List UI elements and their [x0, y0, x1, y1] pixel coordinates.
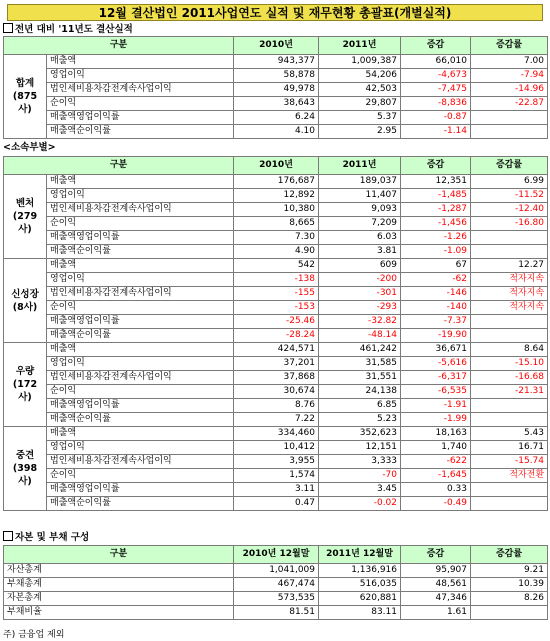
value-diff: -1,485	[401, 189, 471, 203]
value-v2010: 38,643	[234, 97, 319, 111]
value-v2010: 334,460	[234, 427, 319, 441]
item-label: 자산총계	[4, 564, 234, 578]
table-row	[4, 231, 548, 245]
value-diff: 36,671	[401, 343, 471, 357]
value-v2011: 11,407	[319, 189, 401, 203]
table-row	[4, 315, 548, 329]
value-diff: 48,561	[401, 578, 471, 592]
value-v2011: 3.45	[319, 483, 401, 497]
value-diff: -1.26	[401, 231, 471, 245]
table-row	[4, 578, 548, 592]
value-v2011: 189,037	[319, 175, 401, 189]
value-rate: -22.87	[471, 97, 548, 111]
checkbox-square-icon	[3, 531, 13, 541]
value-v2010: 1,041,009	[234, 564, 319, 578]
value-v2011: 352,623	[319, 427, 401, 441]
value-rate: -7.94	[471, 69, 548, 83]
table-row	[4, 69, 548, 83]
value-diff: -1,456	[401, 217, 471, 231]
value-diff: -1.09	[401, 245, 471, 259]
total-results-table	[3, 36, 548, 139]
value-rate: -15.10	[471, 357, 548, 371]
item-label: 매출액영업이익률	[47, 483, 234, 497]
value-v2010: 12,892	[234, 189, 319, 203]
header-2011: 2011년	[319, 157, 401, 175]
value-rate: 9.21	[471, 564, 548, 578]
value-rate	[471, 245, 548, 259]
item-label: 영업이익	[47, 441, 234, 455]
value-v2011: -200	[319, 273, 401, 287]
value-diff: -622	[401, 455, 471, 469]
value-diff: -1.91	[401, 399, 471, 413]
table-row	[4, 97, 548, 111]
value-v2011: 12,151	[319, 441, 401, 455]
value-v2010: 10,380	[234, 203, 319, 217]
value-rate	[471, 125, 548, 139]
value-rate	[471, 111, 548, 125]
value-v2010: 424,571	[234, 343, 319, 357]
value-rate: 12.27	[471, 259, 548, 273]
value-v2011: 6.85	[319, 399, 401, 413]
item-label: 매출액순이익률	[47, 497, 234, 511]
item-label: 매출액	[47, 55, 234, 69]
value-rate: 16.71	[471, 441, 548, 455]
value-diff: -0.87	[401, 111, 471, 125]
item-label: 영업이익	[47, 357, 234, 371]
value-rate: -16.68	[471, 371, 548, 385]
value-rate: 적자지속	[471, 273, 548, 287]
value-rate	[471, 606, 548, 620]
value-v2011: 609	[319, 259, 401, 273]
value-v2011: 24,138	[319, 385, 401, 399]
header-diff: 증감	[401, 157, 471, 175]
table-row	[4, 329, 548, 343]
value-rate: -14.96	[471, 83, 548, 97]
value-v2011: 516,035	[319, 578, 401, 592]
item-label: 영업이익	[47, 189, 234, 203]
header-gubun: 구분	[4, 37, 234, 55]
value-v2010: 4.10	[234, 125, 319, 139]
value-v2011: 6.03	[319, 231, 401, 245]
value-v2011: -70	[319, 469, 401, 483]
section-annual-results-label: 전년 대비 '11년도 결산실적	[15, 24, 133, 35]
value-v2011: 83.11	[319, 606, 401, 620]
value-diff: 1.61	[401, 606, 471, 620]
value-diff: -7,475	[401, 83, 471, 97]
value-v2010: 81.51	[234, 606, 319, 620]
value-rate: -12.40	[471, 203, 548, 217]
value-v2011: -0.02	[319, 497, 401, 511]
section-capital-debt	[3, 531, 89, 544]
value-diff: 18,163	[401, 427, 471, 441]
item-label: 매출액	[47, 427, 234, 441]
table-row	[4, 343, 548, 357]
value-rate: -16.80	[471, 217, 548, 231]
value-v2010: 542	[234, 259, 319, 273]
item-label: 매출액순이익률	[47, 329, 234, 343]
value-diff: -62	[401, 273, 471, 287]
value-rate: -11.52	[471, 189, 548, 203]
value-rate	[471, 315, 548, 329]
value-v2010: -153	[234, 301, 319, 315]
value-v2011: -293	[319, 301, 401, 315]
value-v2010: 49,978	[234, 83, 319, 97]
table-header-row	[4, 546, 548, 564]
value-rate	[471, 329, 548, 343]
item-label: 영업이익	[47, 69, 234, 83]
value-v2011: 29,807	[319, 97, 401, 111]
value-v2011: 3,333	[319, 455, 401, 469]
item-label: 매출액	[47, 343, 234, 357]
value-diff: -1.99	[401, 413, 471, 427]
value-v2010: 6.24	[234, 111, 319, 125]
table-row	[4, 125, 548, 139]
table-row	[4, 399, 548, 413]
table-row	[4, 175, 548, 189]
header-diff: 증감	[401, 37, 471, 55]
value-v2010: 3,955	[234, 455, 319, 469]
header-rate: 증감률	[471, 546, 548, 564]
value-v2010: 7.30	[234, 231, 319, 245]
item-label: 자본총계	[4, 592, 234, 606]
value-rate: 8.64	[471, 343, 548, 357]
table-row	[4, 564, 548, 578]
section-annual-results	[3, 23, 133, 36]
group-count: (398사)	[12, 463, 38, 487]
table-row	[4, 111, 548, 125]
value-v2010: 1,574	[234, 469, 319, 483]
table-row	[4, 469, 548, 483]
value-v2011: 461,242	[319, 343, 401, 357]
item-label: 매출액	[47, 259, 234, 273]
table-row	[4, 385, 548, 399]
value-v2011: 1,009,387	[319, 55, 401, 69]
table-row	[4, 55, 548, 69]
value-v2010: 4.90	[234, 245, 319, 259]
value-v2010: 37,201	[234, 357, 319, 371]
item-label: 매출액순이익률	[47, 413, 234, 427]
value-v2011: 2.95	[319, 125, 401, 139]
value-v2011: 9,093	[319, 203, 401, 217]
table-row	[4, 245, 548, 259]
value-rate: 적자지속	[471, 287, 548, 301]
value-v2010: 30,674	[234, 385, 319, 399]
value-v2010: 573,535	[234, 592, 319, 606]
item-label: 법인세비용차감전계속사업이익	[47, 371, 234, 385]
table-row	[4, 259, 548, 273]
value-rate	[471, 413, 548, 427]
header-gubun: 구분	[4, 546, 234, 564]
value-diff: -1.14	[401, 125, 471, 139]
item-label: 매출액영업이익률	[47, 399, 234, 413]
section-capital-debt-label: 자본 및 부채 구성	[15, 532, 90, 543]
value-diff: 95,907	[401, 564, 471, 578]
table-row	[4, 217, 548, 231]
value-v2010: -25.46	[234, 315, 319, 329]
header-2010: 2010년	[234, 157, 319, 175]
value-diff: 67	[401, 259, 471, 273]
group-label	[4, 175, 47, 259]
footnote: 주) 금융업 제외	[3, 630, 65, 640]
table-row	[4, 483, 548, 497]
value-rate: 8.26	[471, 592, 548, 606]
value-diff: -146	[401, 287, 471, 301]
value-diff: -5,616	[401, 357, 471, 371]
header-gubun: 구분	[4, 157, 234, 175]
value-diff: 47,346	[401, 592, 471, 606]
item-label: 매출액영업이익률	[47, 231, 234, 245]
section-by-division	[3, 142, 56, 154]
table-row	[4, 83, 548, 97]
item-label: 매출액순이익률	[47, 125, 234, 139]
value-v2011: 5.37	[319, 111, 401, 125]
value-v2010: 8.76	[234, 399, 319, 413]
item-label: 영업이익	[47, 273, 234, 287]
value-rate	[471, 483, 548, 497]
capital-debt-table	[3, 545, 548, 620]
table-row	[4, 441, 548, 455]
group-label	[4, 259, 47, 343]
value-v2010: 37,868	[234, 371, 319, 385]
value-diff: 1,740	[401, 441, 471, 455]
header-2010: 2010년	[234, 37, 319, 55]
value-v2010: 58,878	[234, 69, 319, 83]
value-v2010: 10,412	[234, 441, 319, 455]
value-v2010: 176,687	[234, 175, 319, 189]
value-rate: -15.74	[471, 455, 548, 469]
value-v2011: 31,551	[319, 371, 401, 385]
value-v2011: 3.81	[319, 245, 401, 259]
value-diff: 12,351	[401, 175, 471, 189]
value-v2011: -48.14	[319, 329, 401, 343]
value-v2010: 7.22	[234, 413, 319, 427]
value-rate: 10.39	[471, 578, 548, 592]
value-diff: -4,673	[401, 69, 471, 83]
value-rate: 7.00	[471, 55, 548, 69]
table-row	[4, 371, 548, 385]
value-rate: 5.43	[471, 427, 548, 441]
value-rate: 적자전환	[471, 469, 548, 483]
report-title: 12월 결산법인 2011사업연도 실적 및 재무현황 총괄표(개별실적)	[7, 4, 543, 21]
value-diff: -1,287	[401, 203, 471, 217]
value-diff: -19.90	[401, 329, 471, 343]
value-v2010: 8,665	[234, 217, 319, 231]
value-diff: -0.49	[401, 497, 471, 511]
group-count: (8사)	[12, 301, 38, 313]
item-label: 순이익	[47, 385, 234, 399]
table-row	[4, 606, 548, 620]
item-label: 매출액순이익률	[47, 245, 234, 259]
division-results-table	[3, 156, 548, 511]
header-2010-dec: 2010년 12월말	[234, 546, 319, 564]
table-row	[4, 203, 548, 217]
value-v2011: 7,209	[319, 217, 401, 231]
group-name: 신성장	[11, 288, 39, 300]
value-diff: -7.37	[401, 315, 471, 329]
table-row	[4, 413, 548, 427]
item-label: 매출액영업이익률	[47, 111, 234, 125]
value-v2011: 5.23	[319, 413, 401, 427]
header-rate: 증감률	[471, 37, 548, 55]
table-header-row	[4, 157, 548, 175]
group-count: (875사)	[12, 91, 38, 115]
group-count: (279사)	[12, 211, 38, 235]
value-v2010: 943,377	[234, 55, 319, 69]
table-header-row	[4, 37, 548, 55]
item-label: 부채총계	[4, 578, 234, 592]
value-v2011: -32.82	[319, 315, 401, 329]
value-diff: 66,010	[401, 55, 471, 69]
header-2011: 2011년	[319, 37, 401, 55]
group-name: 합계	[15, 78, 35, 89]
value-rate: -21.31	[471, 385, 548, 399]
table-row	[4, 455, 548, 469]
value-v2010: -138	[234, 273, 319, 287]
item-label: 부채비율	[4, 606, 234, 620]
item-label: 순이익	[47, 97, 234, 111]
header-2011-dec: 2011년 12월말	[319, 546, 401, 564]
group-count: (172사)	[12, 379, 38, 403]
value-diff: -140	[401, 301, 471, 315]
section-by-division-label: <소속부별>	[3, 142, 56, 153]
value-v2010: 467,474	[234, 578, 319, 592]
value-v2010: 3.11	[234, 483, 319, 497]
item-label: 법인세비용차감전계속사업이익	[47, 455, 234, 469]
value-v2011: 1,136,916	[319, 564, 401, 578]
value-rate	[471, 231, 548, 245]
value-rate: 6.99	[471, 175, 548, 189]
item-label: 순이익	[47, 301, 234, 315]
group-label	[4, 343, 47, 427]
group-name: 우량	[15, 366, 35, 377]
table-row	[4, 287, 548, 301]
value-v2010: -155	[234, 287, 319, 301]
item-label: 순이익	[47, 217, 234, 231]
value-v2010: -28.24	[234, 329, 319, 343]
item-label: 순이익	[47, 469, 234, 483]
value-diff: -6,535	[401, 385, 471, 399]
value-diff: -1,645	[401, 469, 471, 483]
table-row	[4, 273, 548, 287]
value-v2010: 0.47	[234, 497, 319, 511]
value-rate	[471, 497, 548, 511]
table-row	[4, 301, 548, 315]
group-name: 벤처	[15, 198, 35, 209]
group-label	[4, 55, 47, 139]
value-diff: -8,836	[401, 97, 471, 111]
value-v2011: 31,585	[319, 357, 401, 371]
table-row	[4, 357, 548, 371]
table-row	[4, 427, 548, 441]
header-rate: 증감률	[471, 157, 548, 175]
checkbox-square-icon	[3, 23, 13, 33]
value-diff: 0.33	[401, 483, 471, 497]
group-label	[4, 427, 47, 511]
value-v2011: 42,503	[319, 83, 401, 97]
table-row	[4, 592, 548, 606]
value-v2011: -301	[319, 287, 401, 301]
value-v2011: 620,881	[319, 592, 401, 606]
item-label: 매출액영업이익률	[47, 315, 234, 329]
value-rate: 적자지속	[471, 301, 548, 315]
value-diff: -6,317	[401, 371, 471, 385]
item-label: 법인세비용차감전계속사업이익	[47, 203, 234, 217]
item-label: 매출액	[47, 175, 234, 189]
value-v2011: 54,206	[319, 69, 401, 83]
item-label: 법인세비용차감전계속사업이익	[47, 83, 234, 97]
header-diff: 증감	[401, 546, 471, 564]
item-label: 법인세비용차감전계속사업이익	[47, 287, 234, 301]
table-row	[4, 189, 548, 203]
value-rate	[471, 399, 548, 413]
table-row	[4, 497, 548, 511]
group-name: 중견	[15, 450, 35, 461]
